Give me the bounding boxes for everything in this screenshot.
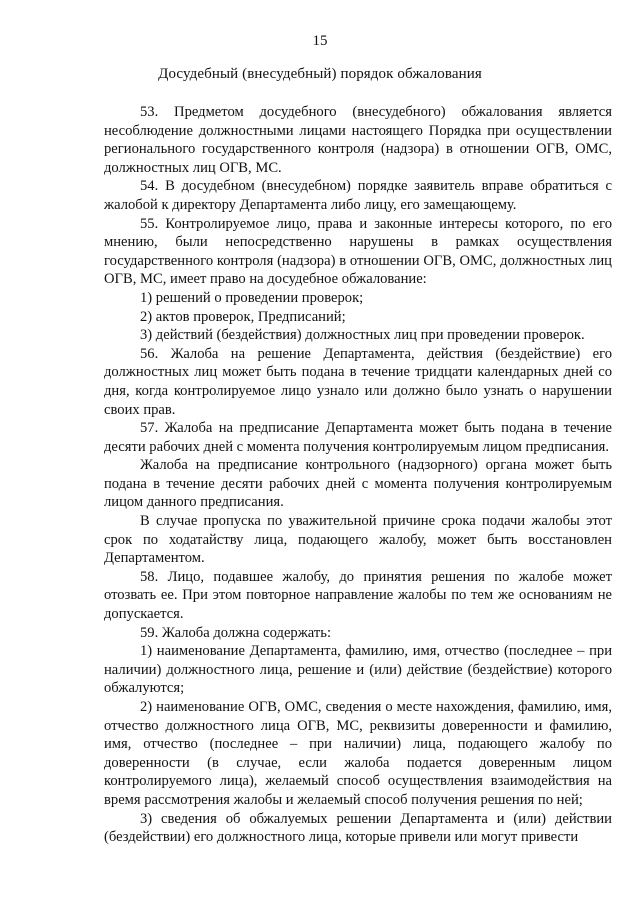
paragraph-55: 55. Контролируемое лицо, права и законные интересы которого, по его мнению, были непосредственно нарушены в рамках осуществления государственного контроля (надзора) в отношении ОГВ, ОМС, должностных лиц ОГВ, МС, имеет право на досудебное обжалование: (104, 215, 612, 288)
paragraph-54: 54. В досудебном (внесудебном) порядке заявитель вправе обратиться с жалобой к директору Департамента либо лицу, его замещающему. (104, 178, 612, 213)
paragraph-58: 58. Лицо, подавшее жалобу, до принятия решения по жалобе может отозвать ее. При этом повторное направление жалобы по тем же основаниям не допускается. (104, 568, 612, 623)
list-item-55-2: 2) актов проверок, Предписаний; (140, 308, 346, 325)
paragraph-57: 57. Жалоба на предписание Департамента может быть подана в течение десяти рабочих дней с момента получения контролируемым лицом предписания. (104, 420, 612, 455)
paragraph-56: 56. Жалоба на решение Департамента, действия (бездействие) его должностных лиц может быть подана в течение тридцати календарных дней со дня, когда контролируемое лицо узнало или должно было узнать о нарушении своих прав. (104, 345, 612, 418)
page-number: 15 (312, 33, 328, 49)
document-body (104, 103, 612, 847)
paragraph-57-third: В случае пропуска по уважительной причине срока подачи жалобы этот срок по ходатайству лица, подающего жалобу, может быть восстановлен Департаментом. (104, 513, 612, 567)
paragraph-59: 59. Жалоба должна содержать: (140, 624, 331, 641)
list-item-59-3: 3) сведения об обжалуемых решении Департамента и (или) действии (бездействии) его должностного лица, которые привели или могут привести (104, 810, 612, 846)
list-item-59-2: 2) наименование ОГВ, ОМС, сведения о месте нахождения, фамилию, имя, отчество должностного лица ОГВ, МС, реквизиты доверенности и фамилию, имя, отчество (последнее – при наличии) лица, подающего жалобу по доверенности (в случае, если жалоба подается доверенным лицом контролируемого лица), желаемый способ осуществления взаимодействия на время рассмотрения жалобы и желаемый способ получения решения по ней; (104, 699, 612, 808)
paragraph-57-second: Жалоба на предписание контрольного (надзорного) органа может быть подана в течение десяти рабочих дней с момента получения контролируемым лицом данного предписания. (104, 457, 612, 511)
list-item-59-1: 1) наименование Департамента, фамилию, имя, отчество (последнее – при наличии) должностного лица, решение и (или) действие (бездействие) которого обжалуются; (104, 643, 612, 697)
list-item-55-1: 1) решений о проведении проверок; (140, 289, 364, 306)
paragraph-53: 53. Предметом досудебного (внесудебного) обжалования является несоблюдение должностными лицами настоящего Порядка при осуществлении регионального государственного контроля (надзора) в отношении ОГВ, ОМС, должностных лиц ОГВ, МС. (104, 104, 612, 176)
section-title: Досудебный (внесудебный) порядок обжалования (158, 66, 482, 82)
list-item-55-3: 3) действий (бездействия) должностных лиц при проведении проверок. (140, 327, 585, 344)
